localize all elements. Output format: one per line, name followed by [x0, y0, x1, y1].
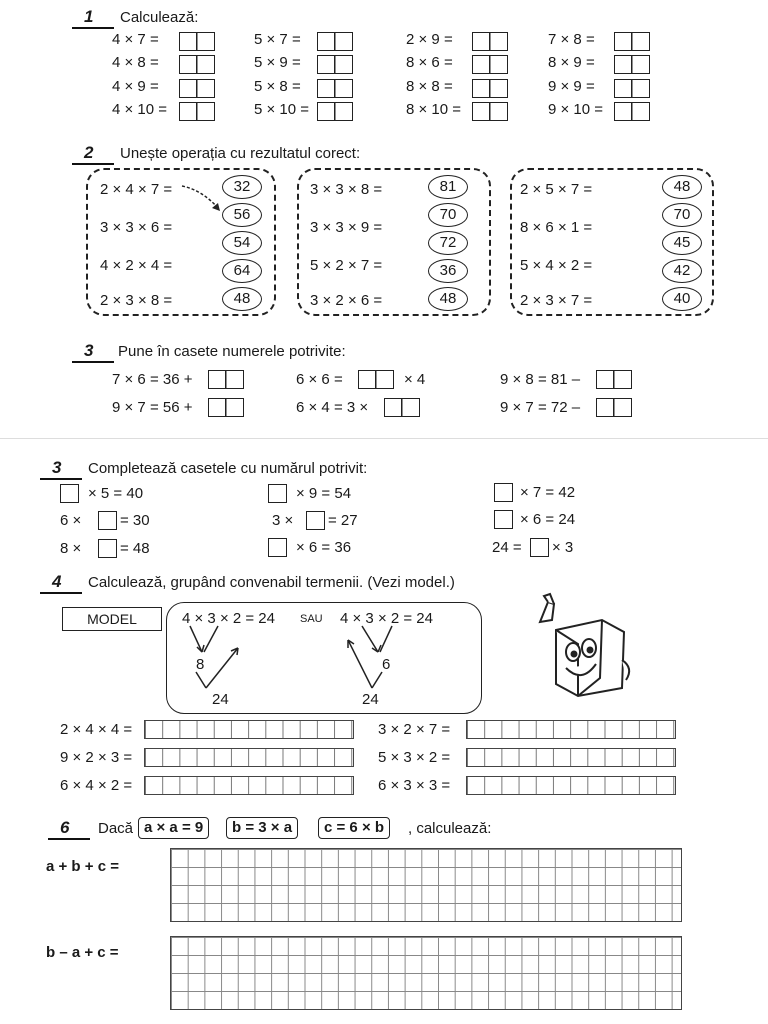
- exercise-number-underline: [40, 592, 82, 594]
- result-oval[interactable]: 81: [428, 175, 468, 199]
- exercise-title: Pune în casete numerele potrivite:: [118, 343, 346, 360]
- exercise-number: 6: [60, 818, 70, 837]
- equation: 8 ×: [60, 540, 82, 557]
- answer-box[interactable]: [208, 398, 244, 417]
- model-result-2: 24: [362, 691, 379, 708]
- multiplication-prompt: 9 × 10 =: [548, 101, 604, 118]
- answer-box[interactable]: [268, 484, 287, 503]
- multiplication-prompt: 5 × 9 =: [254, 54, 301, 71]
- answer-box[interactable]: [358, 370, 394, 389]
- exercise-number: 1: [84, 7, 94, 26]
- answer-box[interactable]: [268, 538, 287, 557]
- operation: 5 × 2 × 7 =: [310, 257, 383, 274]
- operation: 2 × 3 × 8 =: [100, 292, 173, 309]
- page-divider: [0, 438, 768, 439]
- condition-c: c = 6 × b: [318, 817, 390, 839]
- answer-box[interactable]: [472, 55, 508, 74]
- equation: 24 =: [492, 539, 522, 556]
- answer-strip[interactable]: [466, 748, 676, 767]
- answer-box[interactable]: [472, 102, 508, 121]
- answer-box[interactable]: [306, 511, 325, 530]
- result-oval[interactable]: 48: [662, 175, 702, 199]
- equation: × 6 = 24: [520, 511, 576, 528]
- answer-strip[interactable]: [144, 748, 354, 767]
- multiplication-prompt: 7 × 8 =: [548, 31, 595, 48]
- equation: 3 ×: [272, 512, 294, 529]
- answer-box[interactable]: [179, 79, 215, 98]
- exercise-title: Completează casetele cu numărul potrivit:: [88, 460, 368, 477]
- operation: 2 × 3 × 7 =: [520, 292, 593, 309]
- answer-box[interactable]: [596, 398, 632, 417]
- answer-box[interactable]: [472, 79, 508, 98]
- model-arrows: [166, 602, 480, 712]
- exercise-number-underline: [72, 361, 114, 363]
- equation: = 48: [120, 540, 150, 557]
- equation: × 7 = 42: [520, 484, 576, 501]
- condition-a: a × a = 9: [138, 817, 209, 839]
- condition-intro: Dacă: [98, 820, 134, 837]
- exercise-number: 2: [84, 143, 94, 162]
- equation: = 27: [328, 512, 358, 529]
- expression: 3 × 2 × 7 =: [378, 721, 451, 738]
- equation: × 5 = 40: [88, 485, 144, 502]
- answer-box[interactable]: [494, 510, 513, 529]
- equation: 6 × 4 = 3 ×: [296, 399, 369, 416]
- operation: 3 × 2 × 6 =: [310, 292, 383, 309]
- model-expression-2: 4 × 3 × 2 = 24: [340, 610, 433, 627]
- answer-box[interactable]: [179, 102, 215, 121]
- answer-box[interactable]: [98, 511, 117, 530]
- multiplication-prompt: 5 × 10 =: [254, 101, 310, 118]
- equation: 6 × 6 =: [296, 371, 343, 388]
- model-partial-2: 6: [382, 656, 391, 673]
- expression: 6 × 3 × 3 =: [378, 777, 451, 794]
- answer-box[interactable]: [384, 398, 420, 417]
- result-oval[interactable]: 56: [222, 203, 262, 227]
- multiplication-prompt: 5 × 7 =: [254, 31, 301, 48]
- expression: 5 × 3 × 2 =: [378, 749, 451, 766]
- answer-box[interactable]: [530, 538, 549, 557]
- operation: 5 × 4 × 2 =: [520, 257, 593, 274]
- exercise-number-underline: [40, 478, 82, 480]
- question-2: b – a + c =: [46, 944, 119, 961]
- operation: 8 × 6 × 1 =: [520, 219, 593, 236]
- equation: × 9 = 54: [296, 485, 352, 502]
- multiplication-prompt: 4 × 10 =: [112, 101, 168, 118]
- result-oval[interactable]: 48: [222, 287, 262, 311]
- result-oval[interactable]: 70: [428, 203, 468, 227]
- result-oval[interactable]: 36: [428, 259, 468, 283]
- operation: 3 × 3 × 6 =: [100, 219, 173, 236]
- answer-box[interactable]: [614, 102, 650, 121]
- question-1: a + b + c =: [46, 858, 119, 875]
- result-oval[interactable]: 45: [662, 231, 702, 255]
- expression: 2 × 4 × 4 =: [60, 721, 133, 738]
- result-oval[interactable]: 70: [662, 203, 702, 227]
- equation: × 3: [552, 539, 574, 556]
- answer-grid-2[interactable]: [170, 936, 682, 1010]
- result-oval[interactable]: 48: [428, 287, 468, 311]
- model-expression-1: 4 × 3 × 2 = 24: [182, 610, 275, 627]
- operation: 3 × 3 × 9 =: [310, 219, 383, 236]
- exercise-number-underline: [72, 163, 114, 165]
- result-oval[interactable]: 40: [662, 287, 702, 311]
- operation: 3 × 3 × 8 =: [310, 181, 383, 198]
- multiplication-prompt: 4 × 7 =: [112, 31, 159, 48]
- answer-strip[interactable]: [466, 776, 676, 795]
- multiplication-prompt: 8 × 8 =: [406, 78, 453, 95]
- answer-box[interactable]: [614, 32, 650, 51]
- answer-box[interactable]: [494, 483, 513, 502]
- result-oval[interactable]: 32: [222, 175, 262, 199]
- answer-box[interactable]: [472, 32, 508, 51]
- equation: 9 × 7 = 72 –: [500, 399, 581, 416]
- operation: 4 × 2 × 4 =: [100, 257, 173, 274]
- answer-box[interactable]: [179, 32, 215, 51]
- equation: 9 × 7 = 56 +: [112, 399, 193, 416]
- equation: 7 × 6 = 36 +: [112, 371, 193, 388]
- exercise-number-underline: [72, 27, 114, 29]
- equation: = 30: [120, 512, 150, 529]
- condition-b: b = 3 × a: [226, 817, 298, 839]
- result-oval[interactable]: 42: [662, 259, 702, 283]
- multiplication-prompt: 8 × 6 =: [406, 54, 453, 71]
- answer-box[interactable]: [317, 102, 353, 121]
- equation: 9 × 8 = 81 –: [500, 371, 581, 388]
- multiplication-prompt: 9 × 9 =: [548, 78, 595, 95]
- multiplication-prompt: 4 × 8 =: [112, 54, 159, 71]
- operation: 2 × 5 × 7 =: [520, 181, 593, 198]
- exercise-title: Unește operația cu rezultatul corect:: [120, 145, 361, 162]
- answer-box[interactable]: [614, 79, 650, 98]
- operation: 2 × 4 × 7 =: [100, 181, 173, 198]
- model-partial-1: 8: [196, 656, 205, 673]
- answer-box[interactable]: [208, 370, 244, 389]
- answer-box[interactable]: [179, 55, 215, 74]
- multiplication-prompt: 2 × 9 =: [406, 31, 453, 48]
- answer-box[interactable]: [614, 55, 650, 74]
- answer-strip[interactable]: [144, 720, 354, 739]
- expression: 9 × 2 × 3 =: [60, 749, 133, 766]
- multiplication-prompt: 8 × 10 =: [406, 101, 462, 118]
- multiplication-prompt: 4 × 9 =: [112, 78, 159, 95]
- equation: 6 ×: [60, 512, 82, 529]
- equation: × 4: [404, 371, 426, 388]
- exercise-number: 3: [84, 341, 94, 360]
- answer-box[interactable]: [60, 484, 79, 503]
- answer-grid-1[interactable]: [170, 848, 682, 922]
- answer-strip[interactable]: [466, 720, 676, 739]
- multiplication-prompt: 8 × 9 =: [548, 54, 595, 71]
- exercise-title: Calculează:: [120, 9, 199, 26]
- result-oval[interactable]: 72: [428, 231, 468, 255]
- model-label: MODEL: [62, 607, 162, 631]
- condition-outro: , calculează:: [408, 820, 492, 837]
- exercise-number: 3: [52, 458, 62, 477]
- model-or: SAU: [300, 613, 323, 625]
- expression: 6 × 4 × 2 =: [60, 777, 133, 794]
- book-mascot-icon: [526, 592, 636, 704]
- answer-box[interactable]: [98, 539, 117, 558]
- exercise-number-underline: [48, 838, 90, 840]
- answer-box[interactable]: [596, 370, 632, 389]
- answer-box[interactable]: [317, 32, 353, 51]
- result-oval[interactable]: 64: [222, 259, 262, 283]
- multiplication-prompt: 5 × 8 =: [254, 78, 301, 95]
- answer-box[interactable]: [317, 79, 353, 98]
- result-oval[interactable]: 54: [222, 231, 262, 255]
- equation: × 6 = 36: [296, 539, 352, 556]
- answer-box[interactable]: [317, 55, 353, 74]
- example-arrow: [180, 178, 230, 218]
- model-result-1: 24: [212, 691, 229, 708]
- exercise-number: 4: [52, 572, 62, 591]
- exercise-title: Calculează, grupând convenabil termenii. (Vezi model.): [88, 574, 455, 591]
- answer-strip[interactable]: [144, 776, 354, 795]
